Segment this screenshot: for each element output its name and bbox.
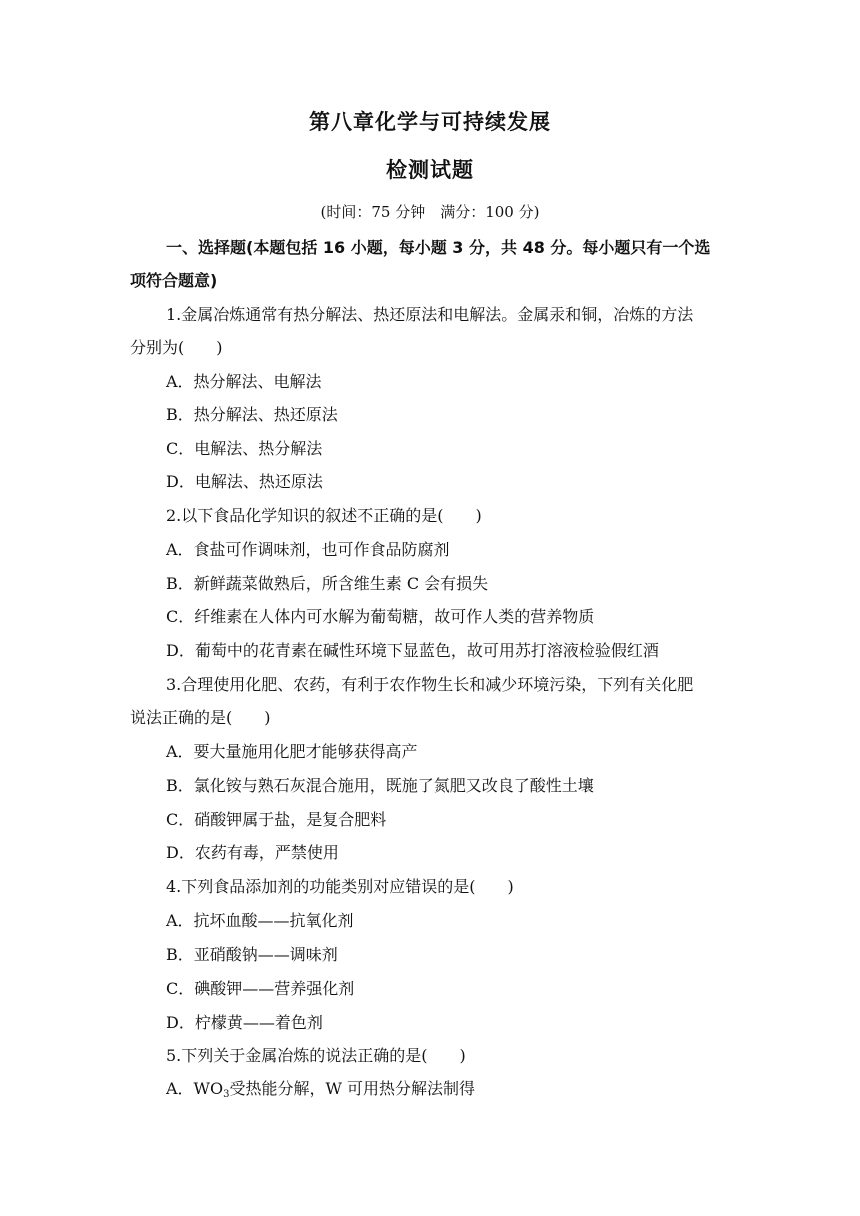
question-3-option-d: D．农药有毒，严禁使用 [166,843,339,862]
question-1-option-c: C．电解法、热分解法 [166,439,323,458]
section-heading-cont: 项符合题意) [130,271,218,290]
question-1-option-a: A．热分解法、电解法 [166,372,322,391]
question-1-stem-cont: 分别为( ) [130,338,223,357]
page-title: 第八章化学与可持续发展 [309,110,551,134]
question-3-stem: 3.合理使用化肥、农药，有利于农作物生长和减少环境污染，下列有关化肥 [166,675,694,694]
question-1-option-b: B．热分解法、热还原法 [166,405,338,424]
question-5-option-a-pre: A．WO [166,1079,224,1098]
question-5-stem: 5.下列关于金属冶炼的说法正确的是( ) [166,1046,466,1065]
question-1-option-d: D．电解法、热还原法 [166,472,323,491]
question-2-option-d: D．葡萄中的花青素在碱性环境下显蓝色，故可用苏打溶液检验假红酒 [166,641,659,660]
question-3-stem-cont: 说法正确的是( ) [130,708,271,727]
question-5-option-a [166,1076,475,1100]
section-heading: 一、选择题(本题包括 16 小题，每小题 3 分，共 48 分。每小题只有一个选 [166,238,711,257]
question-2-option-b: B．新鲜蔬菜做熟后，所含维生素 C 会有损失 [166,574,489,593]
page-subtitle: 检测试题 [386,158,474,182]
question-3-option-a: A．要大量施用化肥才能够获得高产 [166,742,418,761]
question-3-option-c: C．硝酸钾属于盐，是复合肥料 [166,810,387,829]
exam-meta: (时间：75 分钟 满分：100 分) [320,203,540,221]
question-2-stem: 2.以下食品化学知识的叙述不正确的是( ) [166,506,482,525]
question-1-stem: 1.金属冶炼通常有热分解法、热还原法和电解法。金属汞和铜，冶炼的方法 [166,305,694,324]
question-5-option-a-post: 受热能分解，W 可用热分解法制得 [229,1079,476,1098]
question-3-option-b: B．氯化铵与熟石灰混合施用，既施了氮肥又改良了酸性土壤 [166,776,594,795]
question-4-option-a: A．抗坏血酸——抗氧化剂 [166,911,354,930]
question-4-option-c: C．碘酸钾——营养强化剂 [166,979,355,998]
question-2-option-c: C．纤维素在人体内可水解为葡萄糖，故可作人类的营养物质 [166,607,595,626]
question-4-option-d: D．柠檬黄——着色剂 [166,1013,323,1032]
question-2-option-a: A．食盐可作调味剂，也可作食品防腐剂 [166,540,450,559]
question-5-option-a-subscript: 3 [223,1089,230,1100]
question-4-option-b: B．亚硝酸钠——调味剂 [166,945,338,964]
question-4-stem: 4.下列食品添加剂的功能类别对应错误的是( ) [166,877,514,896]
